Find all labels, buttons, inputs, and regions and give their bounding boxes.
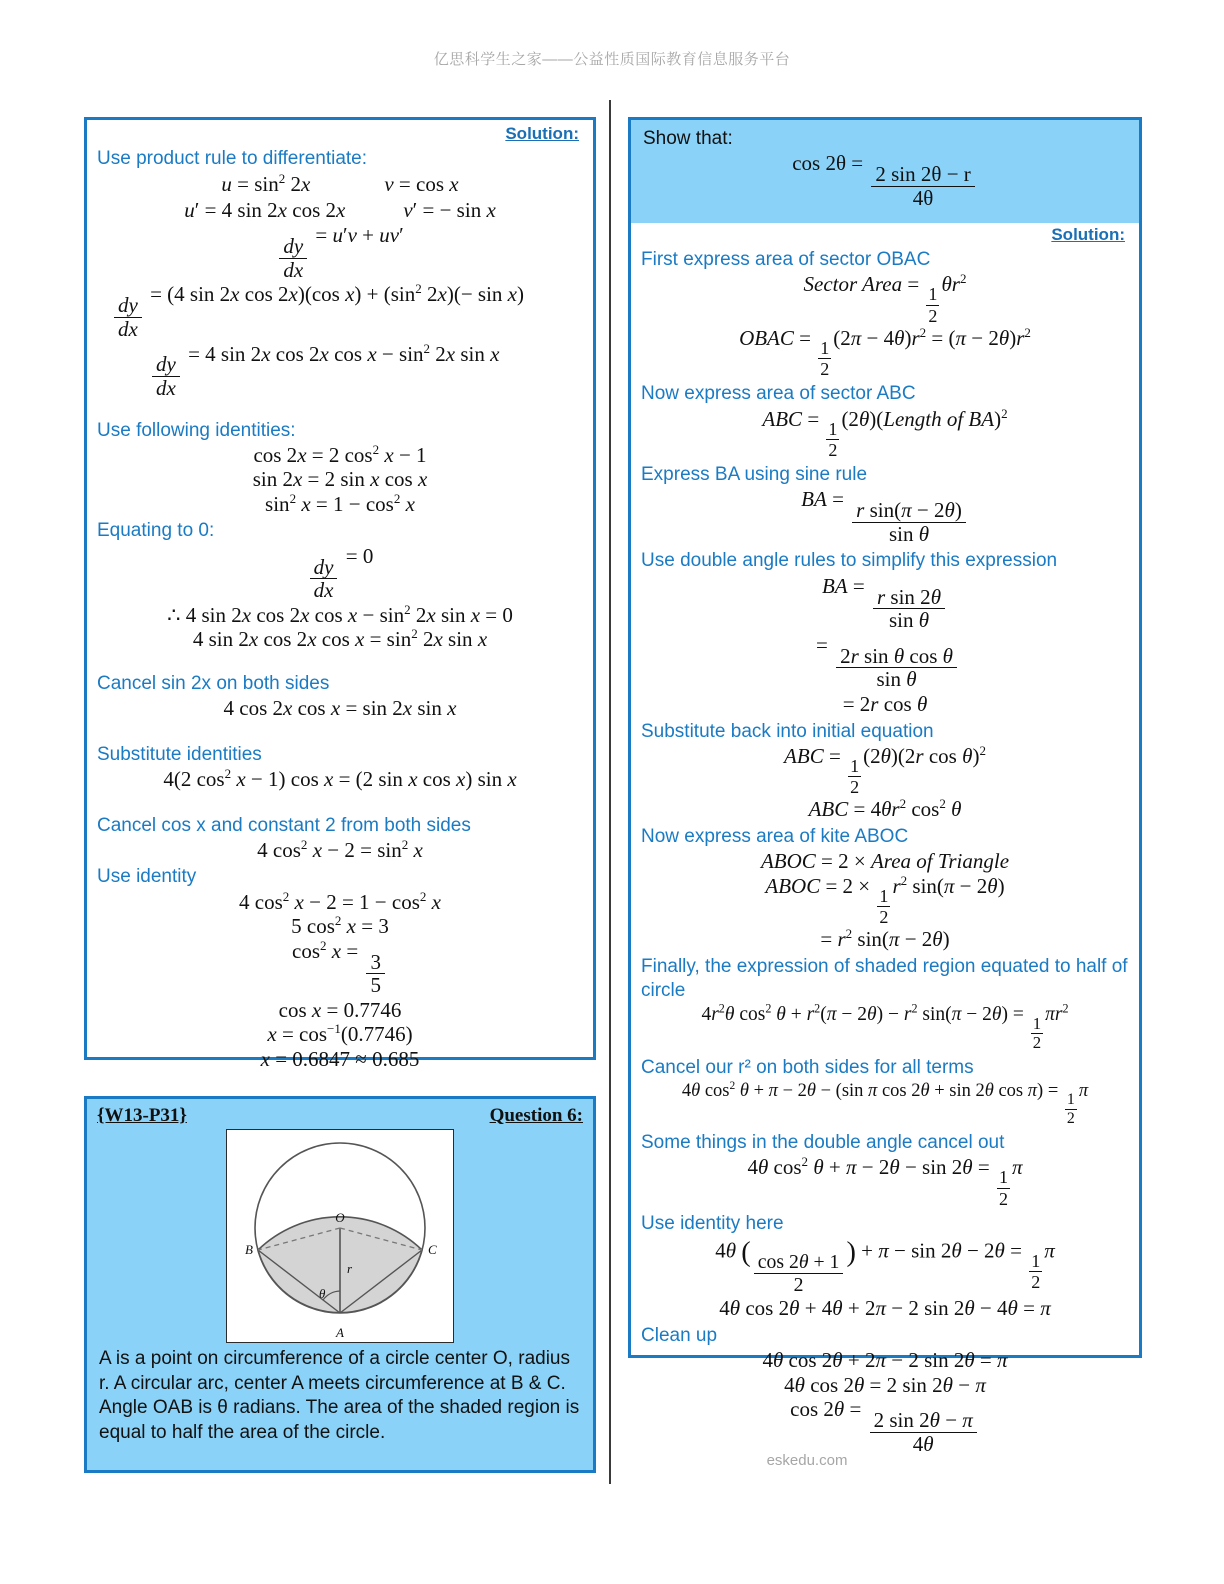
geometry-diagram-wrapper (87, 1129, 593, 1343)
circle-arc-diagram-svg (227, 1130, 453, 1342)
step-comment: Finally, the expression of shaded region equated to half of circle (641, 955, 1128, 1001)
label-theta: θ (319, 1286, 326, 1301)
show-that-banner (631, 120, 1139, 223)
step-equation: 4θ cos 2θ + 2π − 2 sin 2θ = π (762, 1348, 1008, 1373)
page-footer (0, 1452, 1224, 1469)
step-equation: 4(2 $\cos^2 x - 1$) cos x = (2 sin x cos x) sin x (163, 766, 517, 792)
step-equation: 5 $\cos^2 x = 3$ (291, 913, 389, 939)
right-solution-box (628, 117, 1142, 1456)
step-equation: ∴ 4 sin 2x cos 2x $\cos x - \sin^2 2x$ sin x = 0 (167, 601, 513, 627)
label-A: A (336, 1325, 344, 1340)
label-B: B (245, 1242, 253, 1257)
step-equation: $\cos^2 x$ = $\frac{3}{5}$ (97, 940, 583, 998)
label-O: O (335, 1210, 345, 1225)
step-comment: Equating to 0: (97, 520, 215, 542)
show-that-numerator: 2 sin 2θ − r (871, 163, 974, 187)
step-equation: 4θ $\cos^2 \theta + \pi - 2\theta - \sin 2\theta$ = $\frac{1}{2}$ π (747, 1154, 1023, 1209)
step-equation: x = 0.6847 ≈ 0.685 (260, 1046, 420, 1071)
step-equation: ABOC = 2 × Area of Triangle (760, 849, 1010, 874)
step-equation: sin 2x = 2 sin x cos x (252, 467, 428, 492)
step-equation: $\frac{dy}{dx}$ = 4 sin 2x cos 2x $\cos x - \sin^2 2x$ sin x (97, 343, 583, 401)
left-solution-box (84, 117, 596, 1071)
step-comment: Use following identities: (97, 419, 296, 441)
left-question-box (84, 1096, 596, 1473)
question-statement (87, 1343, 593, 1454)
step-equation: ABC = $\frac{1}{2}$ (2θ)(2r cos θ)$^2$ (784, 742, 986, 798)
step-equation-pair (97, 198, 583, 223)
step-equation: $\frac{dy}{dx}$ = u′v + uv′ (97, 224, 583, 282)
step-equation: Sector Area = $\frac{1}{2}$ $\theta r^2$ (803, 271, 967, 326)
question-number: Question 6: (489, 1105, 583, 1126)
step-equation: BA = $\frac{\text{r sin(π − 2θ)}}{\text{sin θ}}$ (641, 488, 1129, 546)
step-equation: $x = \cos^{-1}(0.7746)$ (267, 1021, 413, 1047)
step-equation: $4r^2\theta$ $\cos^2 \theta + r^2(\pi - 2\theta) - r^2$ sin(π − 2θ) = $\frac{1}{2}$ $\pi r^2$ (701, 1001, 1069, 1053)
step-equation: $\sin^2 x = 1 - \cos^2 x$ (265, 490, 415, 516)
step-comment: Use double angle rules to simplify this expression (641, 550, 1058, 572)
solution-label-right: Solution: (1051, 225, 1125, 245)
question-statement-text: A is a point on circumference of a circle center O, radius r. A circular arc, center A meets circumference at B & C. Angle OAB is θ radians. The area of the shaded region is equal to half the area of the circle. (99, 1348, 580, 1444)
show-that-label: Show that: (643, 128, 733, 149)
step-equation: = 2r cos θ (842, 691, 928, 716)
show-that-lhs: cos 2θ = (792, 151, 864, 175)
label-C: C (428, 1242, 437, 1257)
step-comment: First express area of sector OBAC (641, 249, 931, 271)
column-divider (609, 100, 611, 1484)
step-equation: ABC = $\frac{1}{2}$ (2θ)(Length of BA)$^2$ (762, 405, 1008, 460)
geometry-diagram (226, 1129, 454, 1343)
label-r: r (347, 1261, 353, 1276)
step-equation: 4 $\cos^2 x - 2 = 1 - \cos^2 x$ (239, 888, 441, 914)
step-equation: ABC = $4\theta r^2$ $\cos^2 \theta$ (808, 796, 962, 822)
step-comment: Substitute identities (97, 743, 262, 765)
question-header-row (87, 1099, 593, 1127)
step-equation: = $\frac{\text{2r sin θ cos θ}}{\text{sin θ}}$ (641, 634, 1129, 692)
step-equation: cos 2θ = $\frac{2 \sin 2\theta - \pi}{4\theta}$ (641, 1398, 1129, 1456)
step-comment: Clean up (641, 1324, 718, 1346)
step-comment: Use identity (97, 866, 197, 888)
step-equation: 4θ $\cos^2 \theta + \pi - 2\theta - (\sin$ π cos 2θ + sin 2θ cos π) = $\frac{1}{2}$ π (681, 1080, 1089, 1128)
eq-v: v = cos x (384, 172, 459, 197)
show-that-denominator: 4θ (912, 185, 934, 210)
step-comment: Use identity here (641, 1212, 784, 1234)
step-equation: = $r^2$ sin(π − 2θ) (820, 926, 950, 952)
step-equation: cos 2x = 2 $\cos^2 x - 1$ (253, 441, 427, 467)
step-equation: BA = $\frac{\text{r sin 2θ}}{\text{sin θ}}$ (641, 575, 1129, 633)
page-watermark-header (0, 48, 1224, 69)
step-equation: $\frac{dy}{dx}$ = 0 (97, 545, 583, 603)
step-equation: 4θ ( $\frac{\cos 2\theta + 1}{2}$ ) + π − sin 2θ − 2θ = $\frac{1}{2}$ π (715, 1237, 1055, 1297)
step-equation: OBAC = $\frac{1}{2}$ $(2\pi - 4\theta)r^2 = (\pi - 2\theta)r^2$ (739, 324, 1031, 380)
step-equation: cos x = 0.7746 (278, 997, 402, 1022)
step-comment: Cancel sin 2x on both sides (97, 672, 330, 694)
step-comment: Express BA using sine rule (641, 464, 868, 486)
eq-dv: v′ = − sin x (403, 198, 496, 223)
step-equation: 4θ cos 2θ = 2 sin 2θ − π (784, 1372, 986, 1397)
show-that-fraction (871, 163, 974, 210)
step-comment: Use product rule to differentiate: (97, 148, 368, 169)
eq-u: $u = \sin^2 2x$ (221, 171, 311, 197)
solution-label-left: Solution: (505, 124, 579, 143)
step-equation-pair (97, 172, 583, 197)
watermark-text: 亿思科学生之家——公益性质国际教育信息服务平台 (433, 51, 791, 68)
step-comment: Now express area of kite ABOC (641, 825, 909, 847)
step-equation: $\frac{dy}{dx}$ = (4 sin 2x cos 2x)(cos $x) + (\sin^2$ 2x)(− sin x) (97, 283, 583, 341)
step-equation: 4 sin 2x cos 2x $\cos x = \sin^2 2x$ sin x (192, 626, 488, 652)
step-comment: Now express area of sector ABC (641, 383, 916, 405)
step-equation: 4 cos 2x cos x = sin 2x sin x (223, 696, 457, 721)
footer-site: eskedu.com (766, 1452, 848, 1469)
step-comment: Cancel our r² on both sides for all terms (641, 1057, 974, 1079)
step-comment: Cancel cos x and constant 2 from both sides (97, 814, 471, 836)
step-comment: Substitute back into initial equation (641, 720, 934, 742)
eq-du: u′ = 4 sin 2x cos 2x (184, 198, 346, 223)
step-equation: 4θ cos 2θ + 4θ + 2π − 2 sin 2θ − 4θ = π (719, 1296, 1051, 1321)
step-equation: 4 $\cos^2 x - 2 = \sin^2 x$ (257, 836, 423, 862)
paper-code: {W13-P31} (97, 1105, 187, 1126)
step-equation: ABOC = 2 × $\frac{1}{2}$ $r^2$ sin(π − 2θ) (765, 872, 1005, 927)
step-comment: Some things in the double angle cancel out (641, 1132, 1005, 1153)
show-that-equation (643, 152, 1127, 210)
